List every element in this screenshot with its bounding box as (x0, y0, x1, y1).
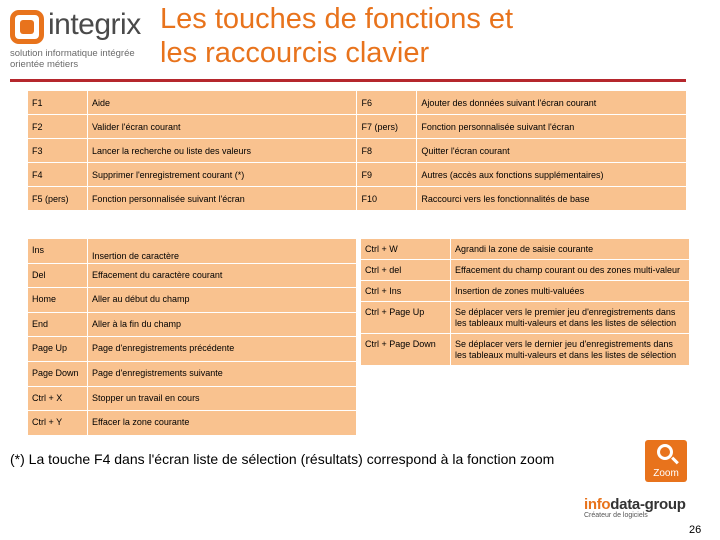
description-cell: Ajouter des données suivant l'écran courant (417, 91, 687, 115)
key-cell: F9 (357, 163, 417, 187)
key-cell: F3 (28, 139, 88, 163)
table-row (28, 163, 687, 187)
description-cell: Page d'enregistrements suivante (88, 361, 357, 386)
key-cell: F1 (28, 91, 88, 115)
key-cell: Ctrl + X (28, 386, 88, 411)
key-cell: Ctrl + Page Down (361, 334, 451, 366)
table-row (28, 411, 357, 436)
key-cell: F6 (357, 91, 417, 115)
key-cell: F2 (28, 115, 88, 139)
description-cell: Quitter l'écran courant (417, 139, 687, 163)
key-cell: F10 (357, 187, 417, 211)
header-divider (10, 79, 686, 82)
table-row (28, 386, 357, 411)
brand-prefix: info (584, 496, 611, 513)
description-cell: Stopper un travail en cours (88, 386, 357, 411)
description-cell: Fonction personnalisée suivant l'écran (417, 115, 687, 139)
description-cell: Fonction personnalisée suivant l'écran (87, 187, 357, 211)
page-number: 26 (689, 524, 702, 536)
brand-name (584, 496, 714, 513)
key-cell: Ctrl + Ins (361, 281, 451, 302)
table-row (28, 239, 357, 264)
key-cell: F5 (pers) (28, 187, 88, 211)
key-cell: Page Up (28, 337, 88, 362)
zoom-label: Zoom (653, 468, 679, 479)
description-cell: Aide (87, 91, 357, 115)
logo-tagline-line1: solution informatique intégrée (10, 48, 135, 59)
description-cell (88, 239, 357, 264)
key-cell: Page Down (28, 361, 88, 386)
description-cell: Lancer la recherche ou liste des valeurs (87, 139, 357, 163)
key-cell: F4 (28, 163, 88, 187)
table-row (28, 115, 687, 139)
description-cell: Agrandi la zone de saisie courante (451, 239, 690, 260)
description-cell: Raccourci vers les fonctionnalités de base (417, 187, 687, 211)
page-title-line2: les raccourcis clavier (160, 37, 430, 69)
key-cell: Del (28, 263, 88, 288)
page-title (160, 2, 513, 70)
description-cell: Page d'enregistrements précédente (88, 337, 357, 362)
magnifier-handle (671, 457, 679, 465)
logo-tagline (10, 48, 135, 70)
table-row (28, 139, 687, 163)
integrix-logo (8, 6, 158, 70)
table-row (28, 263, 357, 288)
key-cell: Ctrl + del (361, 260, 451, 281)
table-row (28, 288, 357, 313)
key-cell: Ctrl + W (361, 239, 451, 260)
table-row (361, 334, 690, 366)
key-cell: Ctrl + Y (28, 411, 88, 436)
brand-tagline: Créateur de logiciels (584, 512, 648, 519)
ctrl-shortcuts-table (360, 238, 690, 366)
description-cell: Effacement du champ courant ou des zones multi-valeur (451, 260, 690, 281)
logo-tagline-line2: orientée métiers (10, 59, 79, 70)
table-row (361, 302, 690, 334)
description-cell: Autres (accès aux fonctions supplémentaires) (417, 163, 687, 187)
brand-suffix: data-group (610, 496, 686, 513)
description-cell: Aller au début du champ (88, 288, 357, 313)
table-row (28, 361, 357, 386)
function-keys-table (27, 90, 687, 211)
key-cell: F8 (357, 139, 417, 163)
table-row (361, 281, 690, 302)
description-cell: Valider l'écran courant (87, 115, 357, 139)
key-cell: F7 (pers) (357, 115, 417, 139)
description-cell: Insertion de zones multi-valuées (451, 281, 690, 302)
description-cell: Aller à la fin du champ (88, 312, 357, 337)
table-row (361, 260, 690, 281)
description-cell: Effacement du caractère courant (88, 263, 357, 288)
table-row (28, 187, 687, 211)
description-cell: Supprimer l'enregistrement courant (*) (87, 163, 357, 187)
footnote: (*) La touche F4 dans l'écran liste de sélection (résultats) correspond à la fonction zoom (10, 451, 555, 467)
page-title-line1: Les touches de fonctions et (160, 3, 514, 35)
editing-shortcuts-table (27, 238, 357, 436)
description-text: Insertion de caractère (92, 251, 180, 261)
integrix-logo-icon (10, 10, 44, 44)
key-cell: Ins (28, 239, 88, 264)
table-row (361, 239, 690, 260)
logo-wordmark: integrix (48, 8, 141, 41)
description-cell: Effacer la zone courante (88, 411, 357, 436)
table-row (28, 337, 357, 362)
description-cell: Se déplacer vers le dernier jeu d'enregistrements dans les tableaux multi-valeurs et dans les listes de sélection (451, 334, 690, 366)
key-cell: Home (28, 288, 88, 313)
table-row (28, 91, 687, 115)
key-cell: Ctrl + Page Up (361, 302, 451, 334)
description-cell: Se déplacer vers le premier jeu d'enregistrements dans les tableaux multi-valeurs et dans les listes de sélection (451, 302, 690, 334)
table-row (28, 312, 357, 337)
zoom-button[interactable] (645, 440, 687, 482)
key-cell: End (28, 312, 88, 337)
